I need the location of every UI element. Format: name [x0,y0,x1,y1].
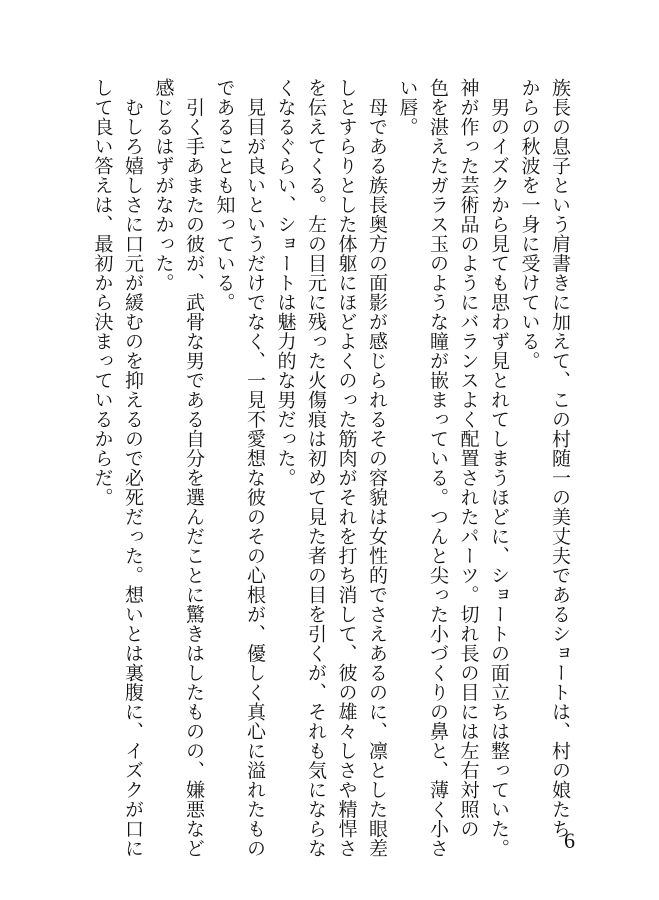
text-line: むしろ嬉しさに口元が緩むのを抑えるので必死だった。想いとは裏腹に、イズクが口に [122,78,144,858]
page-number: 6 [564,828,575,853]
text-line: 感じるはずがなかった。 [152,78,175,293]
text-line: い唇。 [396,78,419,137]
text-line: 神が作った芸術品のようにバランスよく配置されたパーツ。切れ長の目には左右対照の [457,78,480,839]
text-line: 母である族長奥方の面影が感じられるその容貌は女性的でさえあるのに、凛とした眼差 [366,78,388,858]
text-line: であることも知っている。 [213,78,236,312]
text-line: を伝えてくる。左の目元に残った火傷痕は初めて見た者の目を引くが、それも気にならな [305,78,327,858]
text-line: 色を湛えたガラス玉のような瞳が嵌まっている。つんと尖った小づくりの鼻と、薄く小さ [427,78,449,858]
text-line: 男のイズクから見ても思わず見とれてしまうほどに、ショートの面立ちは整っていた。 [488,78,510,858]
text-line: 族長の息子という肩書きに加えて、この村随一の美丈夫であるショートは、村の娘たち [549,78,571,839]
text-line: 引く手あまたの彼が、武骨な男である自分を選んだことに驚きはしたものの、嫌悪など [183,78,205,858]
text-line: して良い答えは、最初から決まっているからだ。 [91,78,114,507]
text-line: しとすらりとした体躯にほどよくのった筋肉がそれを打ち消して、彼の雄々しさや精悍さ [335,78,358,858]
text-line: 見目が良いというだけでなく、一見不愛想な彼のその心根が、優しく真心に溢れたもの [244,78,266,858]
text-line: くなるぐらい、ショートは魅力的な男だった。 [274,78,297,488]
text-line: からの秋波を一身に受けている。 [518,78,541,371]
body-text [87,78,575,858]
